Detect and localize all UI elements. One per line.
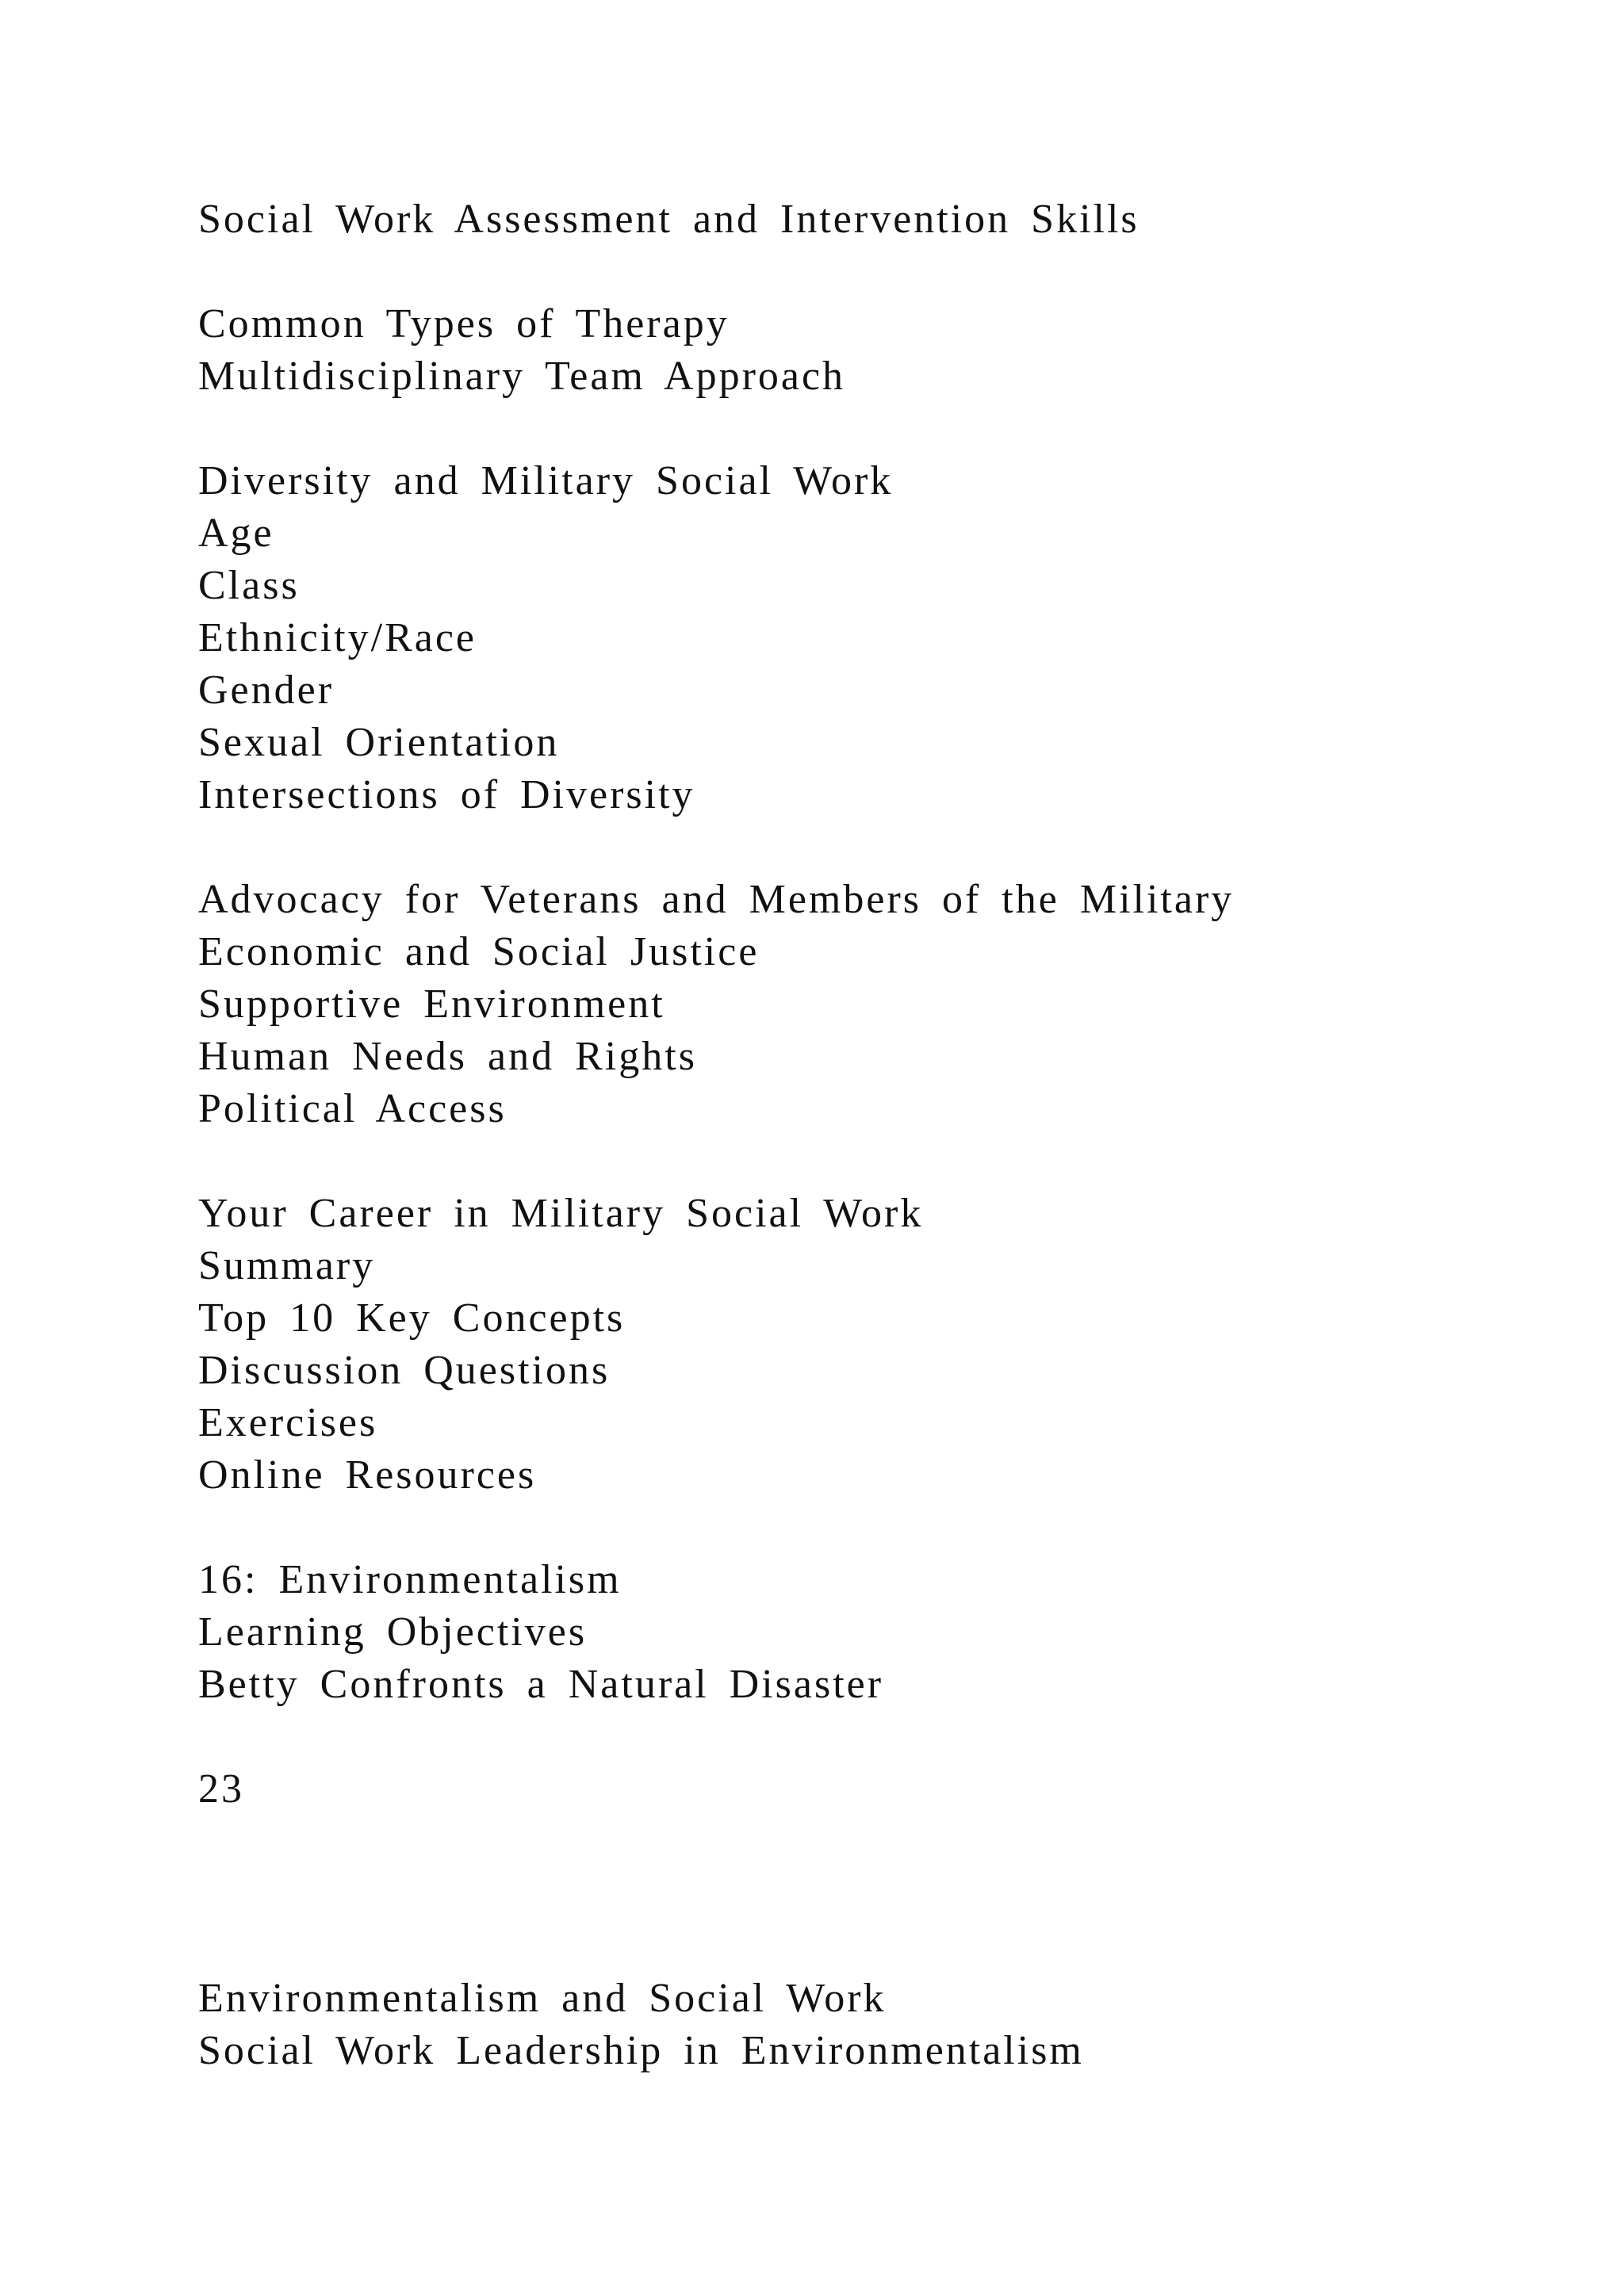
toc-entry-learning-objectives: Learning Objectives — [198, 1609, 588, 1655]
section-heading-diversity: Diversity and Military Social Work — [198, 458, 894, 503]
toc-entry-exercises: Exercises — [198, 1400, 378, 1445]
toc-entry-multidisciplinary-team: Multidisciplinary Team Approach — [198, 354, 846, 399]
page-number: 23 — [198, 1766, 244, 1812]
toc-entry-key-concepts: Top 10 Key Concepts — [198, 1295, 626, 1341]
toc-entry-political-access: Political Access — [198, 1086, 507, 1131]
toc-entry-ethnicity-race: Ethnicity/Race — [198, 615, 477, 660]
toc-entry-intersections-diversity: Intersections of Diversity — [198, 772, 695, 817]
section-heading-advocacy: Advocacy for Veterans and Members of the Military — [198, 877, 1235, 922]
toc-entry-human-needs-rights: Human Needs and Rights — [198, 1034, 697, 1079]
toc-entry-social-work-leadership: Social Work Leadership in Environmentalism — [198, 2028, 1084, 2073]
toc-entry-summary: Summary — [198, 1243, 376, 1288]
toc-entry-common-types-therapy: Common Types of Therapy — [198, 301, 730, 346]
section-heading-assessment-intervention: Social Work Assessment and Intervention Skills — [198, 197, 1139, 242]
toc-entry-age: Age — [198, 511, 274, 556]
toc-entry-online-resources: Online Resources — [198, 1452, 537, 1498]
toc-entry-supportive-environment: Supportive Environment — [198, 982, 665, 1027]
section-heading-career: Your Career in Military Social Work — [198, 1191, 924, 1236]
toc-entry-sexual-orientation: Sexual Orientation — [198, 720, 560, 765]
chapter-heading-environmentalism: 16: Environmentalism — [198, 1557, 622, 1602]
toc-entry-gender: Gender — [198, 668, 335, 713]
section-heading-environmentalism-social-work: Environmentalism and Social Work — [198, 1976, 887, 2021]
toc-entry-betty-natural-disaster: Betty Confronts a Natural Disaster — [198, 1662, 884, 1707]
toc-entry-class: Class — [198, 563, 300, 608]
toc-entry-discussion-questions: Discussion Questions — [198, 1348, 611, 1393]
toc-entry-economic-social-justice: Economic and Social Justice — [198, 929, 760, 974]
